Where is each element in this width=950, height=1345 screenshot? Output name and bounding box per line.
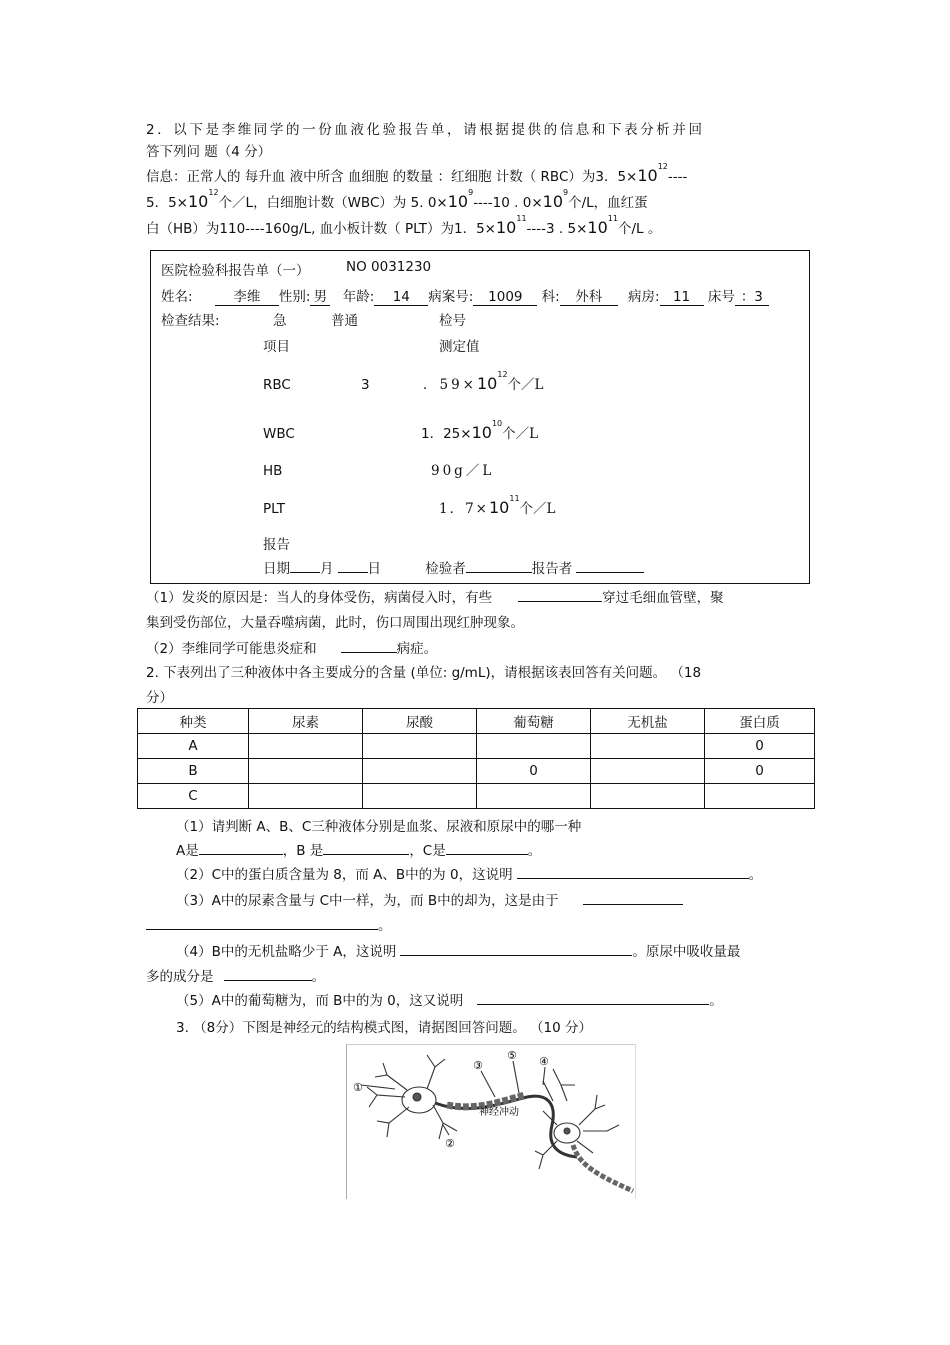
table-cell [591, 759, 705, 784]
row-wbc [263, 419, 539, 442]
sub2-text-b: 病症。 [396, 641, 438, 657]
table-cell: 0 [705, 734, 815, 759]
info2-part-a: 5．5× [146, 195, 188, 211]
patient-name: 李维 [215, 290, 279, 306]
label-4: ④ [539, 1055, 549, 1068]
q3-part3-cont [146, 914, 392, 934]
info2-base-a: 10 [188, 192, 209, 211]
header-protein: 蛋白质 [705, 709, 815, 734]
header-salts: 无机盐 [591, 709, 705, 734]
part2-end: 。 [748, 867, 763, 883]
label-1: ① [353, 1081, 363, 1094]
table-cell [477, 734, 591, 759]
part2-text: （2）C中的蛋白质含量为 8，而 A、B中的为 0，这说明 [176, 867, 513, 883]
bed-label: 床号 [707, 289, 735, 305]
report-number: NO 0031230 [346, 259, 432, 275]
patient-info-row [161, 285, 769, 306]
sub2-blank [341, 640, 397, 653]
info2-sup-b: 9 [468, 188, 474, 197]
info2-base-c: 10 [542, 192, 563, 211]
part4b-text: 多的成分是 [146, 969, 214, 985]
wbc-base: 10 [471, 423, 492, 442]
wbc-unit: 个／L [502, 426, 539, 442]
case-label: 病案号: [428, 289, 474, 305]
label-5: ⑤ [507, 1049, 517, 1062]
q3-part4 [176, 940, 740, 960]
date-month-blank [290, 560, 320, 573]
header-uric-acid: 尿酸 [363, 709, 477, 734]
label-2: ② [445, 1137, 455, 1150]
label-3: ③ [473, 1059, 483, 1072]
info2-base-b: 10 [447, 192, 469, 211]
part4-text: （4）B中的无机盐略少于 A，这说明 [176, 944, 397, 960]
table-cell: A [138, 734, 249, 759]
table-cell [477, 784, 591, 809]
q4-title: 3. （8分）下图是神经元的结构模式图，请据图回答问题。 （10 分） [176, 1020, 593, 1036]
q3-part5 [176, 989, 723, 1009]
info1-base: 10 [637, 166, 658, 185]
part5-end: 。 [709, 993, 723, 1009]
q3-title-line2: 分） [146, 690, 173, 706]
plt-label: PLT [263, 501, 286, 517]
sub2-text-a: （2）李维同学可能患炎症和 [146, 641, 317, 657]
table-cell [705, 784, 815, 809]
table-row [138, 784, 815, 809]
neuron-diagram [346, 1044, 636, 1199]
row-hb [263, 459, 494, 479]
composition-table [137, 708, 815, 809]
department: 外科 [560, 290, 618, 306]
info1-sup: 12 [657, 162, 668, 171]
info3-part-a: 白（HB）为110----160g/L, 血小板计数（ PLT）为1．5× [146, 221, 496, 237]
row-plt [263, 494, 556, 517]
ward-label: 病房: [628, 289, 660, 305]
dept-label: 科: [541, 289, 560, 305]
q3-part2 [176, 863, 762, 883]
answer-c-blank [446, 842, 528, 855]
plt-unit: 个／L [519, 501, 556, 517]
date-label: 日期 [263, 561, 290, 577]
sub1-blank [518, 589, 602, 602]
patient-gender: 男 [310, 290, 330, 306]
sub-question-2 [146, 637, 437, 657]
q2-title-line2: 答下列问 题（4 分） [146, 144, 272, 160]
rbc-sup: 12 [497, 370, 508, 379]
patient-age: 14 [374, 290, 428, 306]
part3-end: 。 [378, 918, 392, 934]
ward-number: 11 [660, 290, 704, 306]
info2-sup-c: 9 [563, 188, 569, 197]
table-cell [249, 759, 363, 784]
table-header-row [138, 709, 815, 734]
sub1-text-a: （1）发炎的原因是：当人的身体受伤，病菌侵入时，有些 [146, 590, 493, 606]
q3-part1-answers [176, 839, 541, 859]
header-glucose: 葡萄糖 [477, 709, 591, 734]
col-value-header: 测定值 [439, 339, 480, 355]
table-cell: B [138, 759, 249, 784]
info3-sup-a: 11 [516, 214, 527, 223]
table-row [138, 759, 815, 784]
row-rbc [263, 370, 544, 393]
tester-label: 检验者 [425, 561, 466, 577]
answer-b-blank [323, 842, 409, 855]
date-row [263, 557, 644, 577]
lab-report-box [150, 250, 810, 584]
part5-text: （5）A中的葡萄糖为，而 B中的为 0，这又说明 [176, 993, 464, 1009]
table-cell [249, 734, 363, 759]
hb-value: 90g／L [431, 463, 495, 479]
month-label: 月 [320, 561, 334, 577]
rbc-value: ．59× [423, 377, 477, 393]
sub1-text-b: 穿过毛细血管壁，聚 [602, 590, 724, 606]
q3-title: 2. 下表列出了三种液体中各主要成分的含量 (单位: g/mL)，请根据该表回答有关问题。 （18 [146, 665, 702, 681]
sub-question-1-cont: 集到受伤部位，大量吞噬病菌，此时，伤口周围出现红肿现象。 [146, 615, 524, 631]
gender-label: 性别: [278, 289, 311, 305]
plt-base: 10 [489, 498, 510, 517]
name-label: 姓名: [161, 289, 193, 305]
answer-a-label: A是 [176, 843, 199, 859]
case-number: 1009 [473, 290, 537, 306]
table-cell: 0 [477, 759, 591, 784]
table-cell [591, 734, 705, 759]
info1-text: 信息：正常人的 每升血 液中所含 血细胞 的数量 ：红细胞 计数（ RBC）为3．5× [146, 169, 638, 185]
plt-value: 1．7× [439, 501, 489, 517]
neuron-drawing [347, 1045, 635, 1199]
part4-tail: 。原尿中吸收量最 [632, 944, 741, 960]
q3-part3 [176, 889, 683, 909]
answer-a-blank [199, 842, 283, 855]
hb-label: HB [263, 463, 283, 479]
info3-sup-b: 11 [607, 214, 618, 223]
check-number-label: 检号 [439, 313, 466, 329]
report-label: 报告 [263, 537, 290, 553]
part3-text: （3）A中的尿素含量与 C中一样，为，而 B中的却为，这是由于 [176, 893, 559, 909]
result-label: 检查结果: [161, 313, 220, 329]
table-cell [363, 734, 477, 759]
rbc-base: 10 [477, 374, 498, 393]
plt-sup: 11 [509, 494, 520, 503]
wbc-value: 1．25× [421, 426, 472, 442]
table-cell [363, 759, 477, 784]
info2-part-b: 个／L，白细胞计数（WBC）为 5. 0× [218, 195, 448, 211]
date-day-blank [338, 560, 368, 573]
table-row [138, 734, 815, 759]
q3-part4-cont [146, 965, 325, 985]
report-title: 医院检验科报告单（一） [161, 263, 310, 279]
age-label: 年龄: [342, 289, 375, 305]
info3-part-c: 个/L 。 [617, 221, 662, 237]
part3-blank [583, 892, 683, 905]
urgent-option: 急 [273, 313, 287, 329]
part4-blank [400, 943, 632, 956]
part4b-blank [224, 968, 312, 981]
info2-part-d: 个/L，血红蛋 [568, 195, 648, 211]
part3-blank-2 [146, 917, 378, 930]
info2-part-c: ----10 . 0× [473, 195, 543, 211]
q2-title: 2．以下是李维同学的一份血液化验报告单，请根据提供的信息和下表分析并回 [146, 122, 705, 138]
part5-blank [477, 992, 709, 1005]
answer-c-label: ，C是 [409, 843, 446, 859]
bed-number: ：3 [735, 290, 769, 306]
nerve-impulse-label: 神经冲动 [479, 1107, 519, 1118]
rbc-label: RBC [263, 377, 291, 393]
answer-b-label: ，B 是 [282, 843, 324, 859]
header-kind: 种类 [138, 709, 249, 734]
rbc-unit: 个／L [507, 377, 544, 393]
table-cell [591, 784, 705, 809]
q2-info-line2 [146, 188, 648, 211]
info2-sup-a: 12 [208, 188, 219, 197]
col-item-header: 项目 [263, 339, 290, 355]
day-label: 日 [367, 561, 381, 577]
q3-part1: （1）请判断 A、B、C三种液体分别是血浆、尿液和原尿中的哪一种 [176, 819, 582, 835]
table-cell [249, 784, 363, 809]
info3-part-b: ----3 . 5× [526, 221, 588, 237]
q2-info-line3 [146, 214, 662, 237]
info1-tail: ---- [667, 169, 688, 185]
q2-info-line1 [146, 162, 688, 185]
wbc-label: WBC [263, 426, 295, 442]
info3-base-b: 10 [587, 218, 608, 237]
normal-option: 普通 [331, 313, 358, 329]
tester-blank [466, 560, 532, 573]
wbc-sup: 10 [491, 419, 503, 428]
answer-c-end: 。 [527, 843, 542, 859]
table-cell: C [138, 784, 249, 809]
part2-blank [517, 866, 749, 879]
header-urea: 尿素 [249, 709, 363, 734]
table-cell: 0 [705, 759, 815, 784]
sub-question-1 [146, 586, 724, 606]
part4b-end: 。 [311, 969, 325, 985]
table-cell [363, 784, 477, 809]
reporter-label: 报告者 [531, 561, 573, 577]
rbc-prefix: 3 [361, 377, 370, 393]
reporter-blank [576, 560, 644, 573]
info3-base-a: 10 [496, 218, 517, 237]
